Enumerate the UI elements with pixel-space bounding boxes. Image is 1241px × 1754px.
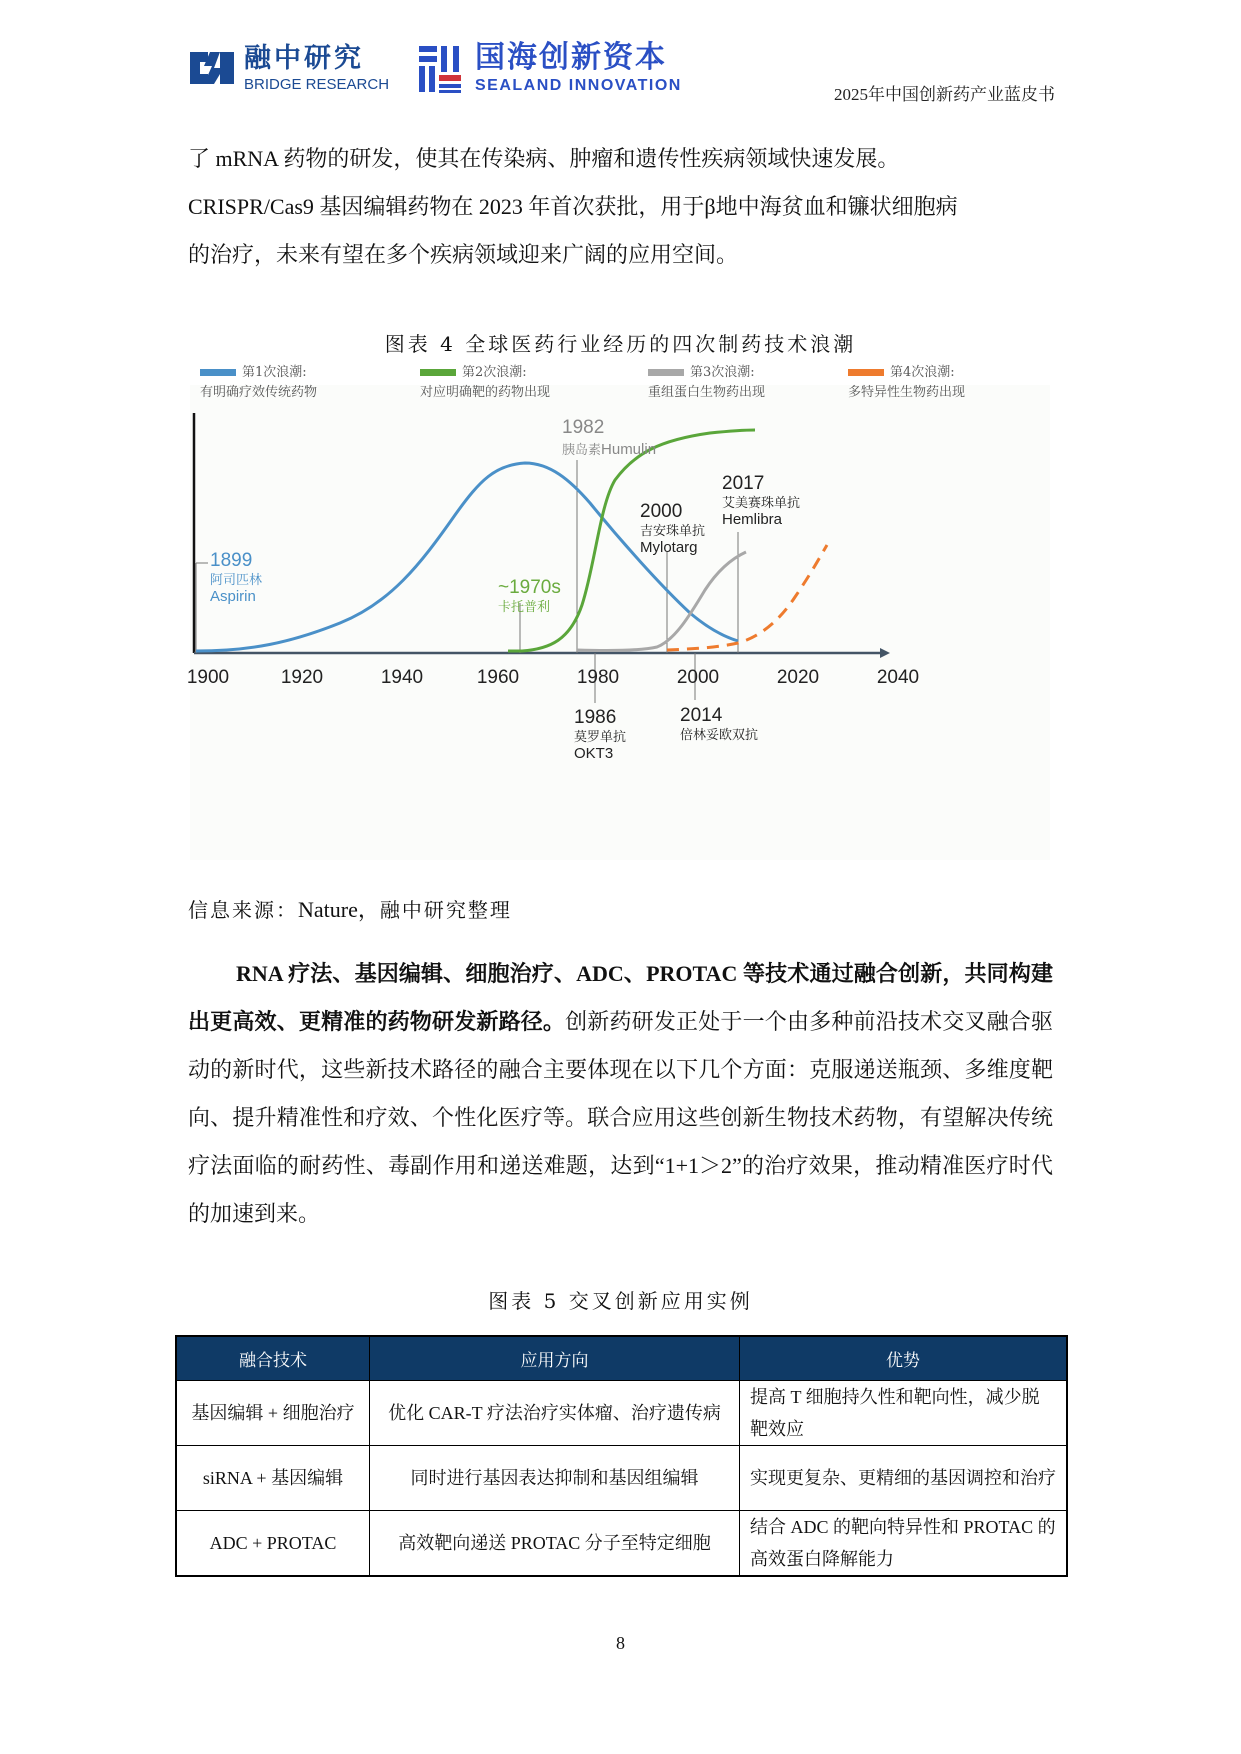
body-paragraph-bold: RNA 疗法、基因编辑、细胞治疗、ADC、PROTAC 等技术通过融合创新，共同构建出更高效、更精准的药物研发新路径。 [188,961,1053,1034]
table-cell: 同时进行基因表达抑制和基因组编辑 [370,1446,740,1511]
x-tick: 1920 [280,667,324,688]
annotation-1986: 1986 莫罗单抗 OKT3 [574,707,627,763]
report-title: 2025年中国创新药产业蓝皮书 [834,85,1055,104]
wave3-line [577,552,746,651]
logo-left-en: BRIDGE RESEARCH [244,75,390,93]
table-header-cell: 融合技术 [176,1336,370,1381]
table-row [176,1381,1067,1446]
x-tick: 2000 [676,667,720,688]
figure4-source: 信息来源：Nature，融中研究整理 [188,897,512,922]
logo-right-cn: 国海创新资本 [475,39,667,75]
x-tick: 1960 [476,667,520,688]
sealand-innovation-logo-icon [417,42,463,94]
x-tick: 2020 [776,667,820,688]
intro-paragraph [188,135,1053,279]
annotation-1899: 1899 阿司匹林 Aspirin [210,550,263,606]
legend-wave3: 第3次浪潮: 重组蛋白生物药出现 [648,365,766,400]
wave4-line [667,545,827,650]
legend-wave2: 第2次浪潮: 对应明确靶的药物出现 [420,365,551,400]
table-cell: 高效靶向递送 PROTAC 分子至特定细胞 [370,1511,740,1577]
annotation-2000: 2000 吉安珠单抗 Mylotarg [640,501,706,557]
table-cell: 基因编辑 + 细胞治疗 [176,1381,370,1446]
table-cell: 提高 T 细胞持久性和靶向性，减少脱靶效应 [740,1381,1068,1446]
table-row [176,1446,1067,1511]
legend-wave4: 第4次浪潮: 多特异性生物药出现 [848,365,966,400]
wave-chart [186,365,1050,860]
figure5-caption: 图表 5 交叉创新应用实例 [488,1289,753,1313]
legend-wave1: 第1次浪潮: 有明确疗效传统药物 [200,365,318,400]
body-paragraph-text: 创新药研发正处于一个由多种前沿技术交叉融合驱动的新时代，这些新技术路径的融合主要体现在以下几个方面：克服递送瓶颈、多维度靶向、提升精准性和疗效、个性化医疗等。联合应用这些创新生物技术药物，有望解决传统疗法面临的耐药性、毒副作用和递送难题，达到“1+1＞2”的治疗效果，推动精准医疗时代的加速到来。 [188,1009,1053,1226]
legend-swatch-gray [648,369,684,376]
intro-line: 了 mRNA 药物的研发，使其在传染病、肿瘤和遗传性疾病领域快速发展。 [188,146,900,171]
table-cell: ADC + PROTAC [176,1511,370,1577]
figure4-caption: 图表 4 全球医药行业经历的四次制药技术浪潮 [384,332,857,356]
x-axis-arrow-icon [880,648,890,658]
table-cell: 结合 ADC 的靶向特异性和 PROTAC 的高效蛋白降解能力 [740,1511,1068,1577]
logo-right-en: SEALAND INNOVATION [475,76,682,94]
table-header-row [176,1336,1067,1381]
annotation-2017: 2017 艾美赛珠单抗 Hemlibra [722,473,801,529]
bridge-research-logo-icon [188,44,236,92]
table-cell: 实现更复杂、更精细的基因调控和治疗 [740,1446,1068,1511]
x-tick: 1900 [186,667,230,688]
legend-swatch-orange [848,369,884,376]
logo-left-cn: 融中研究 [244,42,364,74]
annotation-2014: 2014 倍林妥欧双抗 [680,705,759,743]
table-row [176,1511,1067,1577]
table-header-cell: 应用方向 [370,1336,740,1381]
x-tick: 1980 [576,667,620,688]
fusion-tech-table [175,1335,1068,1577]
table-cell: 优化 CAR-T 疗法治疗实体瘤、治疗遗传病 [370,1381,740,1446]
annotation-1982: 1982 胰岛素Humulin [562,417,657,458]
x-tick: 1940 [380,667,424,688]
intro-line: CRISPR/Cas9 基因编辑药物在 2023 年首次获批，用于β地中海贫血和镰状细胞病 [188,194,958,219]
sealand-innovation-logo [417,38,682,98]
page-number: 8 [616,1633,625,1653]
legend-swatch-blue [200,369,236,376]
body-paragraph [188,950,1053,1238]
bridge-research-logo [188,40,389,96]
table-cell: siRNA + 基因编辑 [176,1446,370,1511]
wave2-line [508,430,755,651]
legend-swatch-green [420,369,456,376]
table-header-cell: 优势 [740,1336,1068,1381]
intro-line: 的治疗，未来有望在多个疾病领域迎来广阔的应用空间。 [188,242,739,267]
x-tick: 2040 [876,667,920,688]
annotation-1970s: ~1970s 卡托普利 [498,577,561,615]
